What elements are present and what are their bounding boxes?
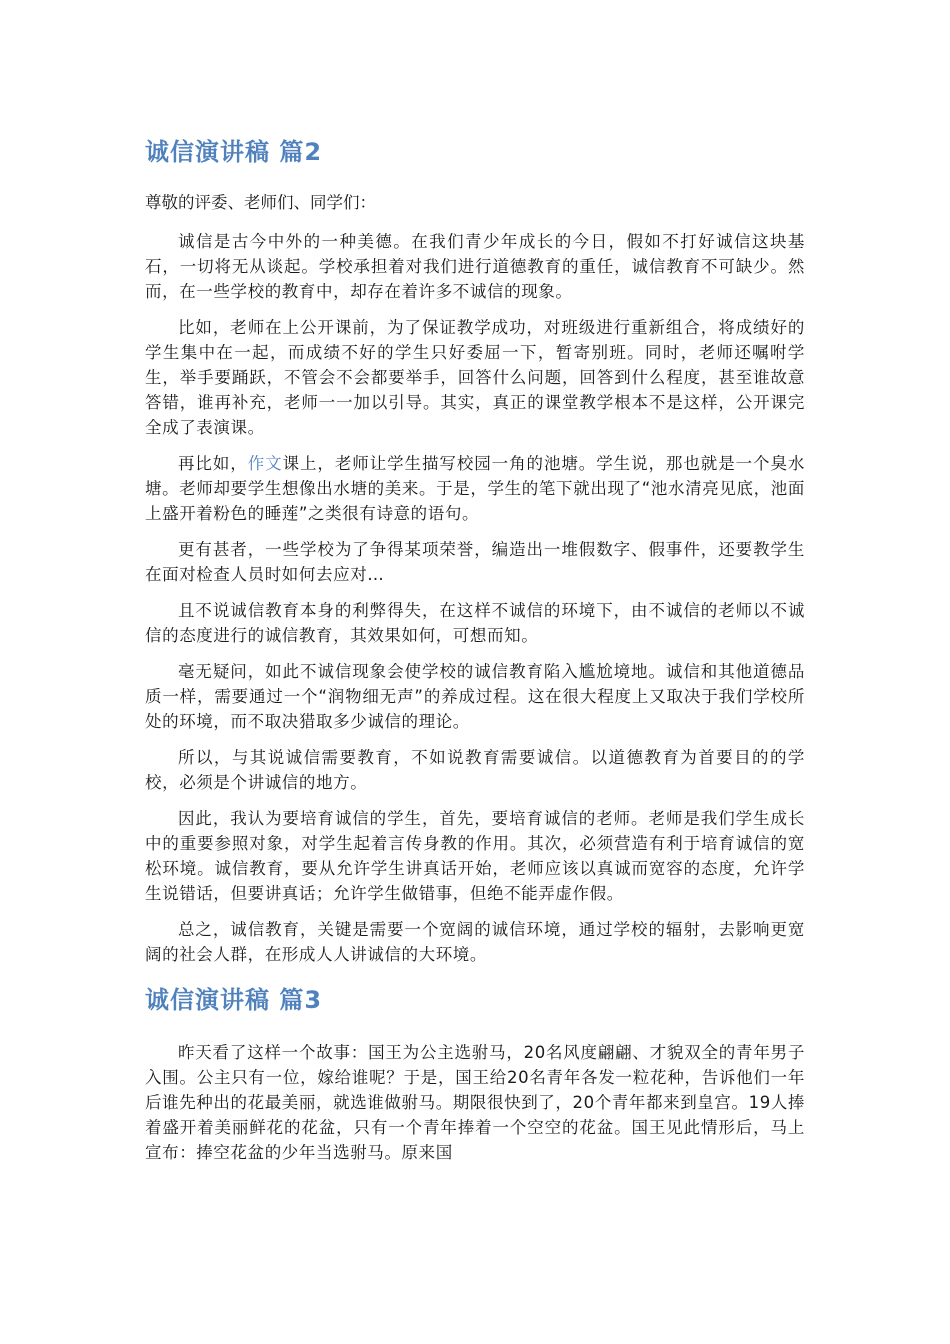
paragraph-text: 课上，老师让学生描写校园一角的池塘。学生说，那也就是一个臭水塘。老师却要学生想像出水塘的美来。于是，学生的笔下就出现了“池水清亮见底，池面上盛开着粉色的睡莲”之类很有诗意的语句。: [145, 454, 806, 523]
document-page: [145, 130, 805, 1176]
paragraph: 总之，诚信教育，关键是需要一个宽阔的诚信环境，通过学校的辐射，去影响更宽阔的社会人群，在形成人人讲诚信的大环境。: [145, 920, 805, 964]
paragraph: 比如，老师在上公开课前，为了保证教学成功，对班级进行重新组合，将成绩好的学生集中在一起，而成绩不好的学生只好委屈一下，暂寄别班。同时，老师还嘱咐学生，举手要踊跃，不管会不会都要举手，回答什么问题，回答到什么程度，甚至谁故意答错，谁再补充，老师一一加以引导。其实，真正的课堂教学根本不是这样，公开课完全成了表演课。: [145, 318, 805, 437]
paragraph: 更有甚者，一些学校为了争得某项荣誉，编造出一堆假数字、假事件，还要教学生在面对检查人员时如何去应对…: [145, 540, 805, 584]
paragraph: 且不说诚信教育本身的利弊得失，在这样不诚信的环境下，由不诚信的老师以不诚信的态度进行的诚信教育，其效果如何，可想而知。: [145, 601, 805, 645]
paragraph: 昨天看了这样一个故事：国王为公主选驸马，20名风度翩翩、才貌双全的青年男子入围。公主只有一位，嫁给谁呢？于是，国王给20名青年各发一粒花种，告诉他们一年后谁先种出的花最美丽，就选谁做驸马。期限很快到了，20个青年都来到皇宫。19人捧着盛开着美丽鲜花的花盆，只有一个青年捧着一个空空的花盆。国王见此情形后，马上宣布：捧空花盆的少年当选驸马。原来国: [145, 1043, 805, 1162]
paragraph: 因此，我认为要培育诚信的学生，首先，要培育诚信的老师。老师是我们学生成长中的重要参照对象，对学生起着言传身教的作用。其次，必须营造有利于培育诚信的宽松环境。诚信教育，要从允许学生讲真话开始，老师应该以真诚而宽容的态度，允许学生说错话，但要讲真话；允许学生做错事，但绝不能弄虚作假。: [145, 809, 805, 903]
paragraph-text: 再比如，: [178, 454, 248, 473]
section-3-body: [145, 1040, 805, 1165]
paragraph: [145, 451, 805, 526]
essay-link[interactable]: 作文: [247, 454, 283, 473]
salutation: 尊敬的评委、老师们、同学们：: [145, 193, 376, 212]
section-3-title: 诚信演讲稿 篇3: [145, 986, 323, 1014]
paragraph: 毫无疑问，如此不诚信现象会使学校的诚信教育陷入尴尬境地。诚信和其他道德品质一样，需要通过一个“润物细无声”的养成过程。这在很大程度上又取决于我们学校所处的环境，而不取决猎取多少诚信的理论。: [145, 662, 805, 731]
section-2-title: 诚信演讲稿 篇2: [145, 138, 323, 166]
paragraph: 所以，与其说诚信需要教育，不如说教育需要诚信。以道德教育为首要目的的学校，必须是个讲诚信的地方。: [145, 748, 805, 792]
paragraph: 诚信是古今中外的一种美德。在我们青少年成长的今日，假如不打好诚信这块基石，一切将无从谈起。学校承担着对我们进行道德教育的重任，诚信教育不可缺少。然而，在一些学校的教育中，却存在着许多不诚信的现象。: [145, 232, 805, 301]
